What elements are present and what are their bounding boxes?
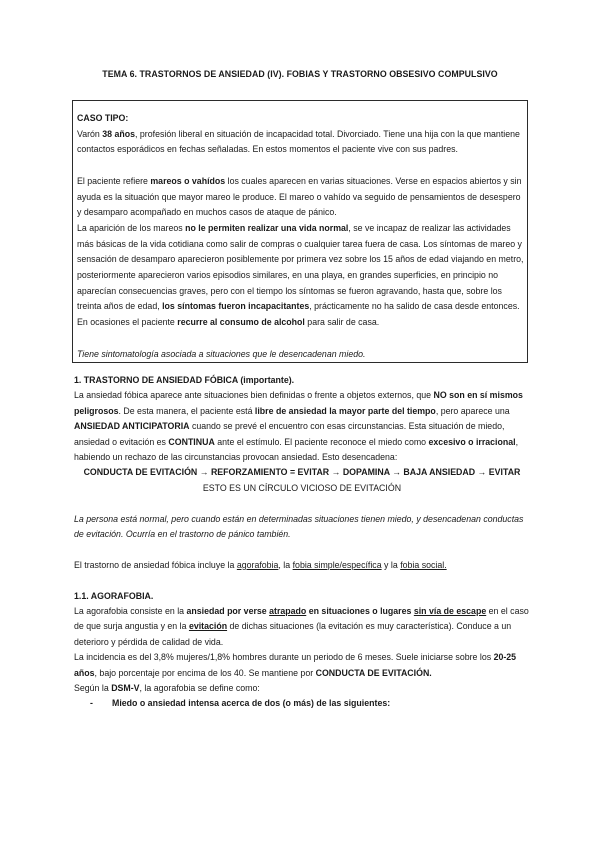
dsm-criterion-item — [74, 696, 530, 711]
text-run: . De esta manera, el paciente está — [118, 405, 255, 416]
text-run: para salir de casa. — [304, 317, 380, 328]
text-run: , la — [278, 559, 293, 570]
agoraphobia-definition — [74, 604, 530, 650]
text-run: El trastorno de ansiedad fóbica incluye la — [74, 559, 237, 570]
text-run: 20-25 años — [74, 652, 517, 678]
text-run: El paciente refiere — [77, 175, 151, 186]
text-run: NO son en sí mismos peligrosos — [74, 390, 523, 416]
text-run: cuando se prevé el encuentro con esas circunstancias. Esta situación de miedo, ansiedad o evitación es — [74, 421, 505, 447]
text-run: de dichas situaciones (la evitación es muy característica). Conduce a un deterioro y pérdida de calidad de vida. — [74, 621, 512, 647]
text-run: , se ve incapaz de realizar las actividades más básicas de la vida cotidiana como salir de compras o cualquier tarea fuera de casa. Los síntomas de mareo y sensación de desamparo aparecieron posiblemente por primera vez sobre los 15 años de edad viajando en metro, posteriormente aparecieron varios episodios similares, en una playa, en grandes superficies, en principio no aparecían consecuencias graves, pero con el tiempo los síntomas se fueron agravando, hasta que, sobre los treinta años de edad, — [77, 222, 524, 312]
text-run: , habiendo un rechazo de las circunstancias provocan ansiedad. Esto desencadena: — [74, 436, 519, 463]
text-run: Varón — [77, 128, 103, 139]
case-box — [72, 100, 528, 363]
text-run: CONTINUA — [168, 436, 215, 447]
case-note: Tiene sintomatología asociada a situaciones que le desencadenan miedo. — [77, 348, 366, 359]
avoidance-cycle-caption: ESTO ES UN CÍRCULO VICIOSO DE EVITACIÓN — [202, 482, 402, 493]
text-run: , profesión liberal en situación de incapacidad total. Divorciado. Tiene una hija con la que mantiene contactos esporádicos en fechas señaladas. En estos momentos el paciente vive con sus padres. — [77, 128, 520, 155]
text-run: fobia social. — [400, 559, 447, 570]
text-run: La agorafobia consiste en la — [74, 606, 187, 617]
text-run: ANSIEDAD ANTICIPATORIA — [74, 421, 190, 432]
section-1-1-heading: 1.1. AGORAFOBIA. — [74, 590, 154, 601]
text-run: los síntomas fueron incapacitantes — [162, 301, 310, 312]
text-run: DSM-V — [111, 683, 140, 694]
text-run: y la — [381, 559, 401, 570]
text-run: , bajo porcentaje por encima de los 40. Se mantiene por — [94, 667, 316, 678]
text-run: La aparición de los mareos — [77, 222, 186, 233]
text-run: fobia simple/específica — [292, 559, 382, 570]
section-1-paragraph — [74, 388, 530, 465]
case-paragraph-2 — [77, 174, 527, 221]
dsm-intro — [74, 681, 530, 696]
text-run: , prácticamente no ha salido de casa desde entonces. En ocasiones el paciente — [77, 301, 520, 328]
text-run: 38 años — [102, 128, 136, 139]
main-content — [74, 373, 530, 712]
text-run: mareos o vahídos — [150, 175, 226, 186]
page-title: TEMA 6. TRASTORNOS DE ANSIEDAD (IV). FOBIAS Y TRASTORNO OBSESIVO COMPULSIVO — [102, 69, 498, 79]
case-paragraph-3 — [77, 221, 527, 331]
phobia-types-line — [74, 558, 530, 573]
text-run: los cuales aparecen en varias situaciones. Verse en espacios abiertos y sin ayuda es la situación que mayor mareo le produce. El mareo o vahído va seguido de pensamientos de desespero y desamparo acompañado en muchos casos de ataque de pánico. — [77, 175, 522, 218]
text-run: ante el estímulo. El paciente reconoce el miedo como — [214, 436, 429, 447]
bullet-dash: - — [90, 698, 93, 709]
text-run: CONDUCTA DE EVITACIÓN. — [315, 667, 432, 678]
text-run: no le permiten realizar una vida normal — [185, 222, 349, 233]
text-run: agorafobia — [236, 559, 279, 570]
text-run: en el caso de que surja angustia y en la — [74, 606, 529, 632]
section-1-note: La persona está normal, pero cuando están en determinadas situaciones tienen miedo, y desencadenan conductas de evitación. Ocurría en el trastorno de pánico también. — [74, 513, 524, 540]
text-run: en situaciones o lugares — [306, 606, 414, 617]
text-run: recurre al consumo de alcohol — [177, 317, 305, 328]
case-paragraph-1 — [77, 127, 527, 158]
text-run: libre de ansiedad la mayor parte del tiempo — [254, 405, 436, 416]
text-run: sin vía de escape — [413, 606, 487, 617]
text-run: evitación — [188, 621, 228, 632]
dsm-criterion-text: Miedo o ansiedad intensa acerca de dos (o más) de las siguientes: — [112, 698, 391, 709]
text-run: excesivo o irracional — [428, 436, 516, 447]
agoraphobia-incidence — [74, 650, 530, 681]
text-run: La ansiedad fóbica aparece ante situaciones bien definidas o frente a objetos externos, que — [74, 390, 434, 401]
text-run: Según la — [74, 683, 112, 694]
section-1-heading: 1. TRASTORNO DE ANSIEDAD FÓBICA (importante). — [74, 375, 295, 385]
text-run: atrapado — [269, 606, 307, 617]
text-run: , pero aparece una — [435, 405, 510, 416]
text-run: La incidencia es del 3,8% mujeres/1,8% hombres durante un periodo de 6 meses. Suele iniciarse sobre los — [74, 652, 494, 663]
text-run: , la agorafobia se define como: — [139, 683, 260, 694]
text-run: ansiedad por verse — [186, 606, 270, 617]
avoidance-cycle-line: CONDUCTA DE EVITACIÓN → REFORZAMIENTO = EVITAR → DOPAMINA → BAJA ANSIEDAD → EVITAR — [83, 467, 521, 478]
case-heading: CASO TIPO: — [77, 113, 129, 123]
